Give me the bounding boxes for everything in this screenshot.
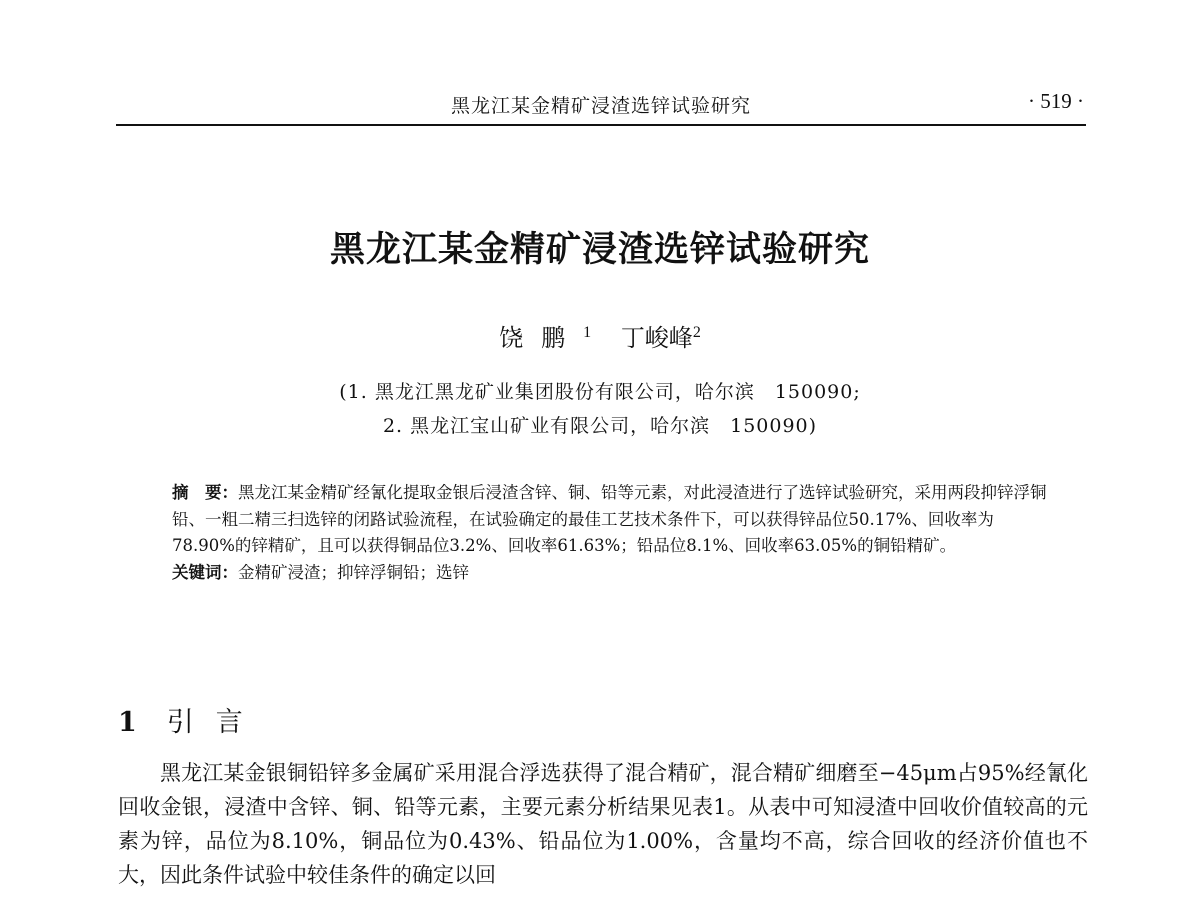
keywords-label: 关键词： [172,562,238,582]
author-name: 饶鹏 [499,324,584,352]
paper-title: 黑龙江某金精矿浸渣选锌试验研究 [329,229,870,270]
section-title: 引言 [166,707,265,738]
running-header [116,86,1086,126]
body-paragraph: 黑龙江某金银铜铅锌多金属矿采用混合浮选获得了混合精矿，混合精矿细磨至−45μm占95%经氰化回收金银，浸渣中含锌、铜、铅等元素，主要元素分析结果见表1。从表中可知浸渣中回收价值较高的元素为锌，品位为8.10%，铜品位为0.43%、铅品位为1.00%，含量均不高，综合回收的经济价值也不大，因此条件试验中较佳条件的确定以回 [118,761,1088,887]
affiliation-line: 2. 黑龙江宝山矿业有限公司，哈尔滨 150090) [382,415,818,437]
affiliation-line: (1. 黑龙江黑龙矿业集团股份有限公司，哈尔滨 150090; [339,381,861,403]
abstract-paragraph [172,480,1052,560]
page-number: · 519 · [1028,89,1084,113]
body-text [118,756,1088,892]
abstract-label: 摘 要： [172,483,238,502]
author-list [0,318,1200,353]
section-number: 1 [118,707,137,738]
author-affiliation-marker: 1 [583,324,592,341]
keywords-paragraph [172,560,1052,587]
running-title: 黑龙江某金精矿浸渣选锌试验研究 [450,95,751,117]
abstract-block [172,480,1052,586]
author-name: 丁峻峰 [620,324,693,352]
abstract-text: 黑龙江某金精矿经氰化提取金银后浸渣含锌、铜、铅等元素，对此浸渣进行了选锌试验研究，采用两段抑锌浮铜铅、一粗二精三扫选锌的闭路试验流程，在试验确定的最佳工艺技术条件下，可以获得锌品位50.17%、回收率为78.90%的锌精矿，且可以获得铜品位3.2%、回收率61.63%；铅品位8.1%、回收率63.05%的铜铅精矿。 [172,483,1047,555]
author-affiliation-marker: 2 [692,324,701,341]
keywords-text: 金精矿浸渣；抑锌浮铜铅；选锌 [238,562,469,582]
section-heading [118,700,265,739]
